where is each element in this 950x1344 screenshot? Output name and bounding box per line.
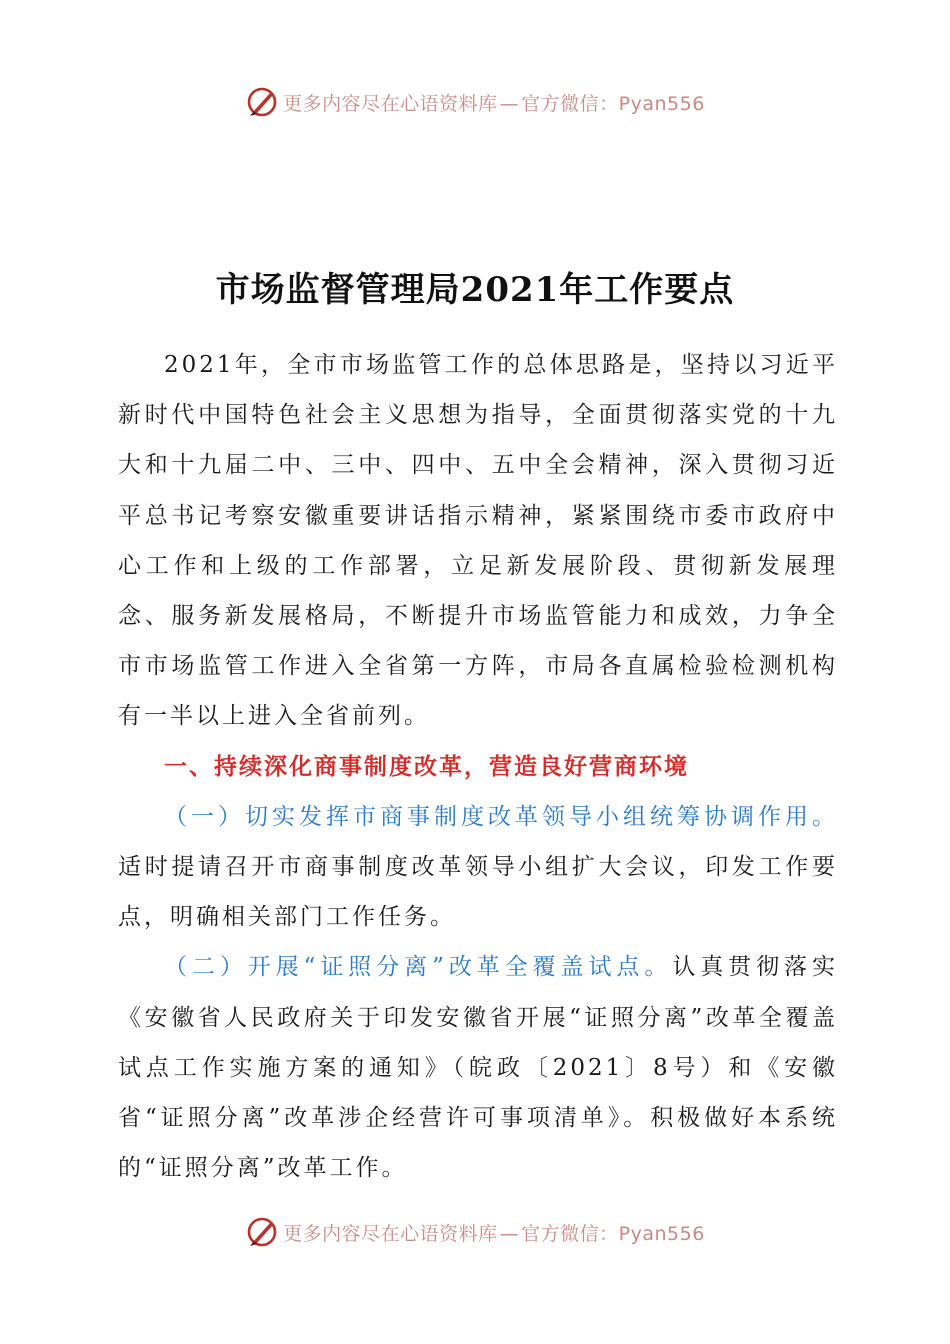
pen-logo-icon	[245, 1215, 279, 1249]
document-body	[118, 340, 838, 1193]
item-body-1: 适时提请召开市商事制度改革领导小组扩大会议，印发工作要点，明确相关部门工作任务。	[118, 854, 838, 931]
item-paragraph-1	[118, 792, 838, 943]
item-title-1: （一）切实发挥市商事制度改革领导小组统筹协调作用。	[164, 803, 838, 830]
watermark-top	[0, 82, 950, 122]
section-heading-1: 一、持续深化商事制度改革，营造良好营商环境	[164, 753, 689, 780]
pen-logo-icon	[245, 85, 279, 119]
item-title-2: （二）开展“证照分离”改革全覆盖试点。	[164, 954, 673, 981]
watermark-text: 更多内容尽在心语资料库 — 官方微信：Pyan556	[283, 92, 705, 115]
watermark-text: 更多内容尽在心语资料库 — 官方微信：Pyan556	[283, 1222, 705, 1245]
watermark-bottom	[0, 1212, 950, 1252]
document-title: 市场监督管理局2021年工作要点	[215, 270, 735, 310]
intro-paragraph: 2021年，全市市场监管工作的总体思路是，坚持以习近平新时代中国特色社会主义思想为指导，全面贯彻落实党的十九大和十九届二中、三中、四中、五中全会精神，深入贯彻习近平总书记考察安徽重要讲话指示精神，紧紧围绕市委市政府中心工作和上级的工作部署，立足新发展阶段、贯彻新发展理念、服务新发展格局，不断提升市场监管能力和成效，力争全市市场监管工作进入全省第一方阵，市局各直属检验检测机构有一半以上进入全省前列。	[118, 352, 838, 730]
item-paragraph-2	[118, 942, 838, 1193]
item-body-2: 认真贯彻落实《安徽省人民政府关于印发安徽省开展“证照分离”改革全覆盖试点工作实施方案的通知》（皖政〔2021〕8号）和《安徽省“证照分离”改革涉企经营许可事项清单》。积极做好本系统的“证照分离”改革工作。	[118, 954, 838, 1182]
